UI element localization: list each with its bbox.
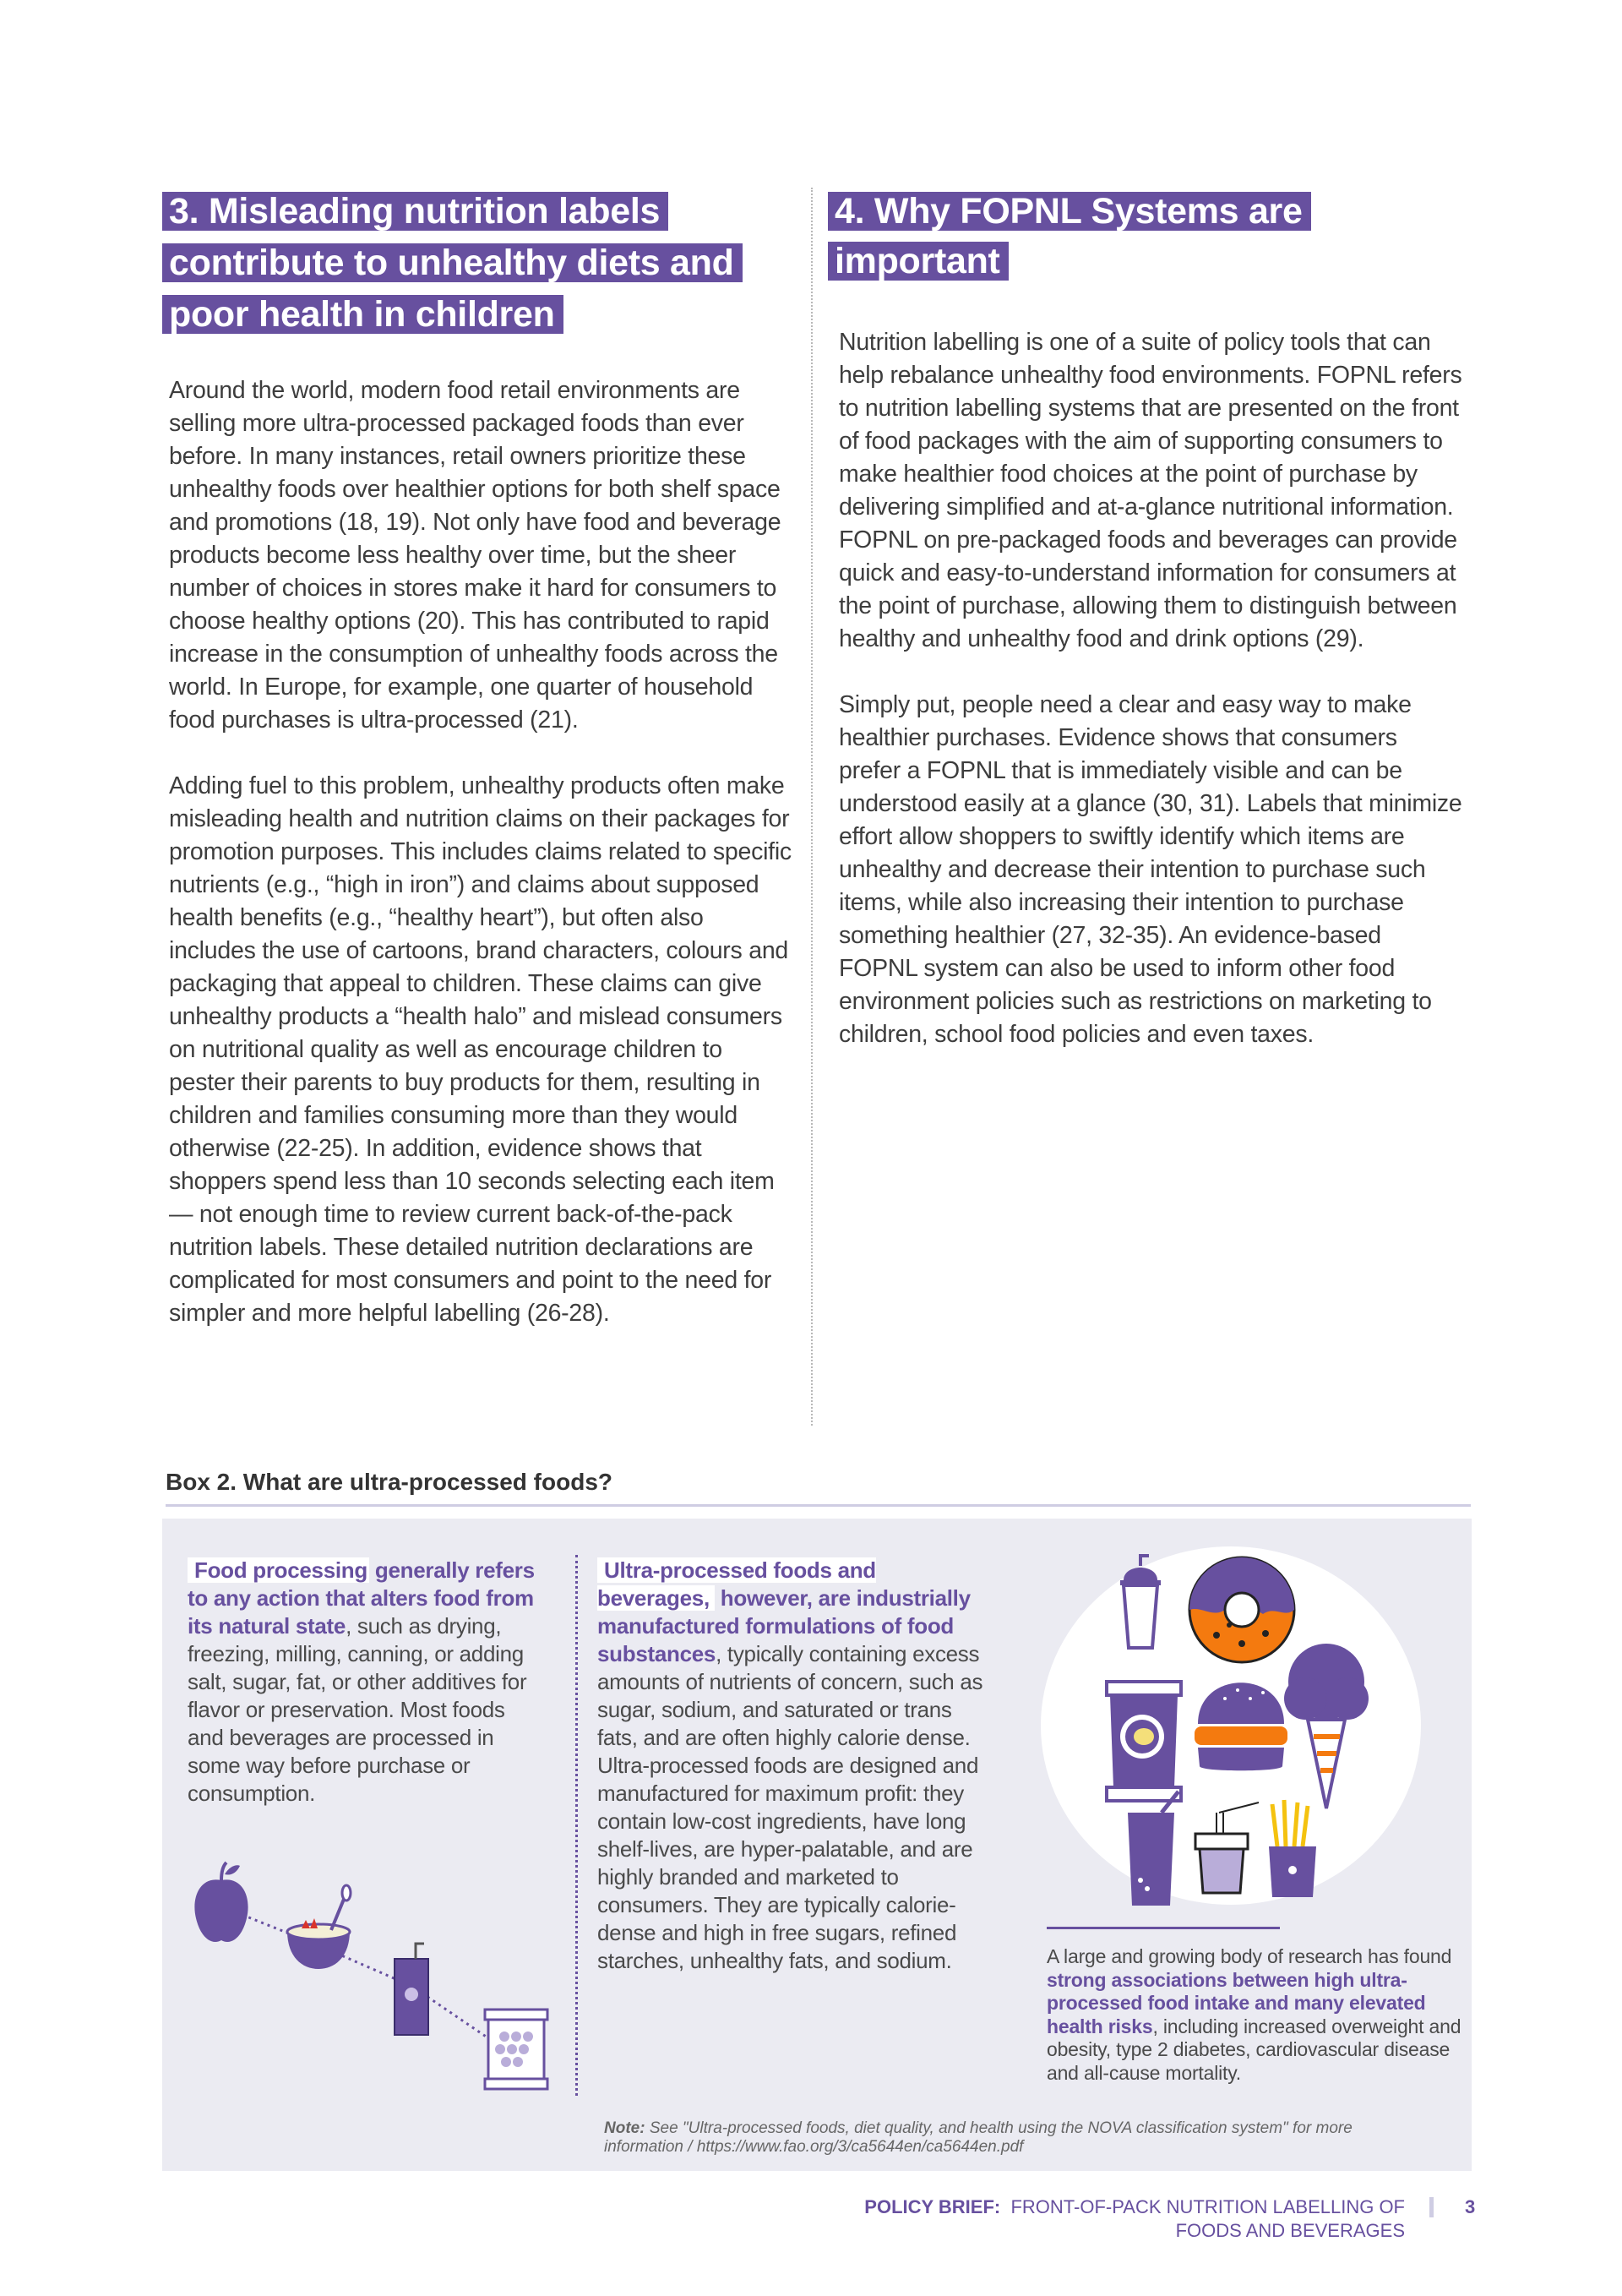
paragraph: Simply put, people need a clear and easy way to make healthier purchases. Evidence shows that consumers prefer a FOPNL that is immediately visible and can be understood easily at a glance (30, 31). Labels that minimize effort allow shoppers to swiftly identify which items are unhealthy and decrease their intention to purchase such items, while also increasing their intention to purchase something healthier (27, 32-35). An evidence-based FOPNL system can also be used to inform other food environment policies such as restrictions on marketing to children, school food policies and even taxes.	[839, 691, 1462, 1048]
junk-food-illustration	[1039, 1534, 1423, 1917]
bold-definition: however, are industrially manufactured formulations of food substances	[597, 1585, 971, 1666]
body-text: , typically containing excess amounts of nutrients of concern, such as sugar, sodium, and saturated or trans fats, and are often highly calorie dense. Ultra-processed foods are designed and manufactured for maximum profit: they contain low-cost ingredients, have long shelf-lives, are hyper-palatable, and are highly branded and marketed to consumers. They are typically calorie-dense and high in free sugars, refined starches, unhealthy fats, and sodium.	[597, 1641, 983, 1973]
note-text: See "Ultra-processed foods, diet quality, and health using the NOVA classification system" for more information / https://www.fao.org/3/ca5644en/ca5644en.pdf	[604, 2119, 1353, 2156]
section-4-heading	[828, 192, 1311, 293]
text: , including increased overweight and obesity, type 2 diabetes, cardiovascular disease and all-cause mortality.	[1047, 2015, 1461, 2084]
box-note	[604, 2119, 1381, 2157]
text: A large and growing body of research has found	[1047, 1945, 1452, 1967]
juice-box-icon	[395, 1944, 428, 2035]
page-number: 3	[1465, 2196, 1476, 2217]
footer-separator	[1429, 2197, 1434, 2217]
box-title-rule	[166, 1504, 1471, 1507]
cereal-bowl-icon	[287, 1885, 351, 1969]
ultra-processed-text	[597, 1557, 994, 1975]
body-text: , such as drying, freezing, milling, canning, or adding salt, sugar, fat, or other additives for flavor or preservation. Most foods and beverages are processed in some way before purchase or consumption.	[188, 1613, 527, 1806]
bold-definition: generally refers to any action that alters food from its natural state	[188, 1557, 535, 1639]
footer	[864, 2195, 1405, 2243]
footer-title-line: FRONT-OF-PACK NUTRITION LABELLING OF	[1010, 2196, 1405, 2217]
heading-line: important	[828, 242, 1009, 281]
section-4-body	[839, 326, 1464, 1084]
section-3-body	[169, 374, 794, 1363]
box-column-divider	[575, 1555, 578, 2096]
bold-text: strong associations between high ultra-processed food intake and many elevated health risks	[1047, 1968, 1426, 2037]
chips-bag-icon	[1107, 1682, 1181, 1801]
column-divider	[811, 188, 813, 1426]
heading-line: poor health in children	[162, 295, 563, 334]
paragraph: Nutrition labelling is one of a suite of policy tools that can help rebalance unhealthy food environments. FOPNL refers to nutrition labelling systems that are presented on the front of food packages with the aim of supporting consumers to make healthier food choices at the point of purchase by delivering simplified and at-a-glance nutritional information. FOPNL on pre-packaged foods and beverages can provide quick and easy-to-understand information for consumers at the point of purchase, allowing them to distinguish between healthy and unhealthy food and drink options (29).	[839, 329, 1462, 652]
note-label: Note:	[604, 2119, 645, 2137]
processing-illustration	[188, 1859, 559, 2096]
heading-line: 4. Why FOPNL Systems are	[828, 192, 1311, 231]
heading-line: contribute to unhealthy diets and	[162, 243, 743, 282]
burger-icon	[1195, 1682, 1287, 1770]
research-rule	[1047, 1927, 1280, 1929]
paragraph: Around the world, modern food retail environments are selling more ultra-processed packaged foods than ever before. In many instances, retail owners prioritize these unhealthy foods over healthier options for both shelf space and promotions (18, 19). Not only have food and beverage products become less healthy over time, but the sheer number of choices in stores make it hard for consumers to choose healthy options (20). This has contributed to rapid increase in the consumption of unhealthy foods across the world. In Europe, for example, one quarter of household food purchases is ultra-processed (21).	[169, 377, 781, 734]
research-text	[1047, 1945, 1469, 2085]
heading-line: 3. Misleading nutrition labels	[162, 192, 668, 231]
bold-term: Food processing	[188, 1557, 369, 1583]
snack-bag-icon	[485, 2010, 547, 2089]
food-processing-text	[188, 1557, 542, 1808]
section-3-heading	[162, 192, 743, 346]
paragraph: Adding fuel to this problem, unhealthy products often make misleading health and nutrition claims on their packages for promotion purposes. This includes claims related to specific nutrients (e.g., “high in iron”) and claims about supposed health benefits (e.g., “healthy heart”), but often also includes the use of cartoons, brand characters, colours and packaging that appeal to children. These claims can give unhealthy products a “health halo” and mislead consumers on nutritional quality as well as encourage children to pester their parents to buy products for them, resulting in children and families consuming more than they would otherwise (22-25). In addition, evidence shows that shoppers spend less than 10 seconds selecting each item — not enough time to review current back-of-the-pack nutrition labels. These detailed nutrition declarations are complicated for most consumers and point to the need for simpler and more helpful labelling (26-28).	[169, 772, 792, 1327]
donut-icon	[1189, 1557, 1294, 1662]
bold-term: Ultra-processed foods and beverages,	[597, 1557, 876, 1611]
apple-icon	[194, 1862, 248, 1942]
box-title: Box 2. What are ultra-processed foods?	[166, 1469, 612, 1495]
dotted-connector	[230, 1910, 517, 2058]
footer-label: POLICY BRIEF:	[864, 2196, 1001, 2217]
footer-title-line: FOODS AND BEVERAGES	[1175, 2220, 1405, 2241]
